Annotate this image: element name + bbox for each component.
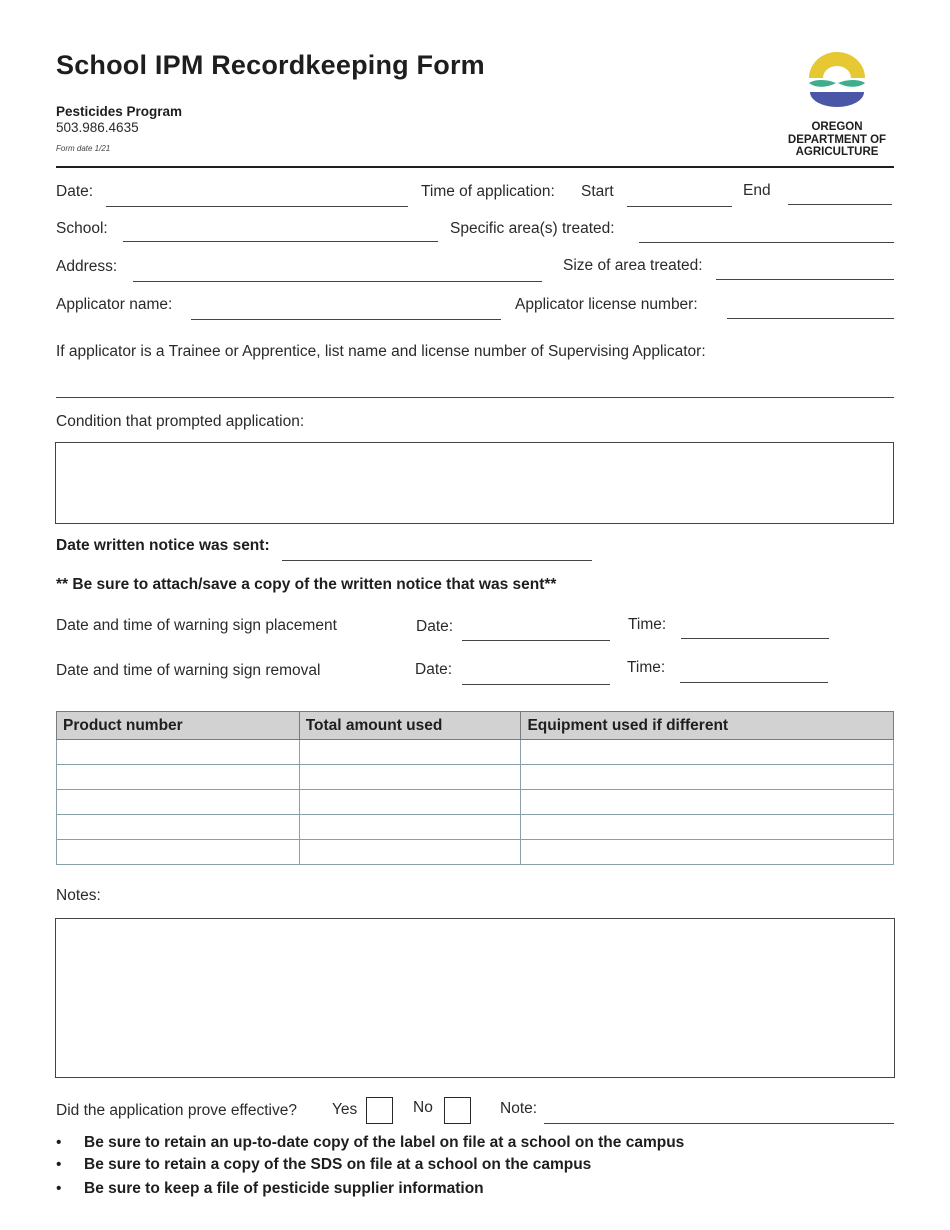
table-row bbox=[57, 740, 894, 765]
yes-checkbox[interactable] bbox=[366, 1097, 393, 1124]
header-divider bbox=[56, 166, 894, 168]
table-cell[interactable] bbox=[57, 765, 300, 790]
applicator-license-line[interactable] bbox=[727, 318, 894, 319]
address-label: Address: bbox=[56, 258, 118, 275]
table-row bbox=[57, 840, 894, 865]
table-cell[interactable] bbox=[299, 740, 521, 765]
size-of-area-label: Size of area treated: bbox=[563, 257, 703, 274]
table-cell[interactable] bbox=[299, 815, 521, 840]
size-of-area-line[interactable] bbox=[716, 279, 894, 280]
school-input-line[interactable] bbox=[123, 241, 438, 242]
notice-sent-label: Date written notice was sent: bbox=[56, 537, 270, 554]
applicator-license-label: Applicator license number: bbox=[515, 296, 698, 313]
attach-notice-warning: ** Be sure to attach/save a copy of the written notice that was sent** bbox=[56, 576, 557, 593]
removal-time-line[interactable] bbox=[680, 682, 828, 683]
table-cell[interactable] bbox=[521, 840, 894, 865]
end-label: End bbox=[743, 182, 771, 199]
list-item bbox=[56, 1156, 684, 1178]
program-name: Pesticides Program bbox=[56, 104, 183, 119]
placement-time-label: Time: bbox=[628, 616, 667, 633]
table-cell[interactable] bbox=[57, 740, 300, 765]
notice-sent-line[interactable] bbox=[282, 560, 592, 561]
no-label: No bbox=[413, 1099, 433, 1116]
table-row bbox=[57, 815, 894, 840]
specific-areas-line[interactable] bbox=[639, 242, 894, 243]
list-item bbox=[56, 1134, 684, 1156]
logo-line-1: OREGON bbox=[811, 121, 863, 133]
reminder-text: Be sure to retain an up-to-date copy of the label on file at a school on the campus bbox=[84, 1134, 685, 1151]
table-cell[interactable] bbox=[57, 790, 300, 815]
notes-label: Notes: bbox=[56, 887, 101, 904]
table-cell[interactable] bbox=[57, 840, 300, 865]
reminder-text: Be sure to retain a copy of the SDS on file at a school on the campus bbox=[84, 1156, 592, 1173]
notes-textarea[interactable] bbox=[55, 918, 895, 1078]
table-cell[interactable] bbox=[299, 790, 521, 815]
start-time-line[interactable] bbox=[627, 206, 732, 207]
list-item bbox=[56, 1180, 684, 1202]
address-input-line[interactable] bbox=[133, 281, 542, 282]
effective-note-line[interactable] bbox=[544, 1123, 894, 1124]
reminder-text: Be sure to keep a file of pesticide supplier information bbox=[84, 1180, 484, 1197]
bullet-icon: • bbox=[56, 1180, 62, 1197]
sign-removal-label: Date and time of warning sign removal bbox=[56, 662, 321, 679]
placement-date-line[interactable] bbox=[462, 640, 610, 641]
table-header-row bbox=[57, 712, 894, 740]
form-date: Form date 1/21 bbox=[56, 144, 111, 153]
time-of-application-label: Time of application: bbox=[421, 183, 555, 200]
form-title: School IPM Recordkeeping Form bbox=[56, 50, 485, 80]
date-label: Date: bbox=[56, 183, 94, 200]
header-total-amount: Total amount used bbox=[299, 712, 521, 740]
table-cell[interactable] bbox=[521, 790, 894, 815]
table-row bbox=[57, 765, 894, 790]
applicator-name-label: Applicator name: bbox=[56, 296, 173, 313]
placement-date-label: Date: bbox=[416, 618, 454, 635]
table-cell[interactable] bbox=[521, 765, 894, 790]
table-cell[interactable] bbox=[521, 815, 894, 840]
program-phone: 503.986.4635 bbox=[56, 120, 139, 135]
removal-date-label: Date: bbox=[415, 661, 453, 678]
header-equipment: Equipment used if different bbox=[521, 712, 894, 740]
table-cell[interactable] bbox=[299, 765, 521, 790]
trainee-note: If applicator is a Trainee or Apprentice, list name and license number of Supervising Applicator: bbox=[56, 343, 706, 360]
applicator-name-line[interactable] bbox=[191, 319, 501, 320]
table-cell[interactable] bbox=[521, 740, 894, 765]
removal-date-line[interactable] bbox=[462, 684, 610, 685]
specific-areas-label: Specific area(s) treated: bbox=[450, 220, 615, 237]
date-input-line[interactable] bbox=[106, 206, 408, 207]
reminder-list bbox=[56, 1134, 684, 1202]
yes-label: Yes bbox=[332, 1101, 358, 1118]
sign-placement-label: Date and time of warning sign placement bbox=[56, 617, 337, 634]
oda-emblem-icon bbox=[807, 52, 867, 108]
header-product-number: Product number bbox=[57, 712, 300, 740]
bullet-icon: • bbox=[56, 1134, 62, 1151]
logo-line-3: AGRICULTURE bbox=[795, 146, 879, 158]
bullet-icon: • bbox=[56, 1156, 62, 1173]
note-label: Note: bbox=[500, 1100, 538, 1117]
school-label: School: bbox=[56, 220, 108, 237]
product-table bbox=[56, 711, 894, 865]
oda-logo bbox=[782, 52, 892, 159]
end-time-line[interactable] bbox=[788, 204, 892, 205]
table-cell[interactable] bbox=[299, 840, 521, 865]
supervising-applicator-line[interactable] bbox=[56, 397, 894, 398]
effective-question: Did the application prove effective? bbox=[56, 1102, 297, 1119]
table-row bbox=[57, 790, 894, 815]
condition-textarea[interactable] bbox=[55, 442, 894, 524]
no-checkbox[interactable] bbox=[444, 1097, 471, 1124]
condition-label: Condition that prompted application: bbox=[56, 413, 305, 430]
removal-time-label: Time: bbox=[627, 659, 666, 676]
start-label: Start bbox=[581, 183, 614, 200]
placement-time-line[interactable] bbox=[681, 638, 829, 639]
table-cell[interactable] bbox=[57, 815, 300, 840]
logo-line-2: DEPARTMENT OF bbox=[787, 133, 887, 146]
